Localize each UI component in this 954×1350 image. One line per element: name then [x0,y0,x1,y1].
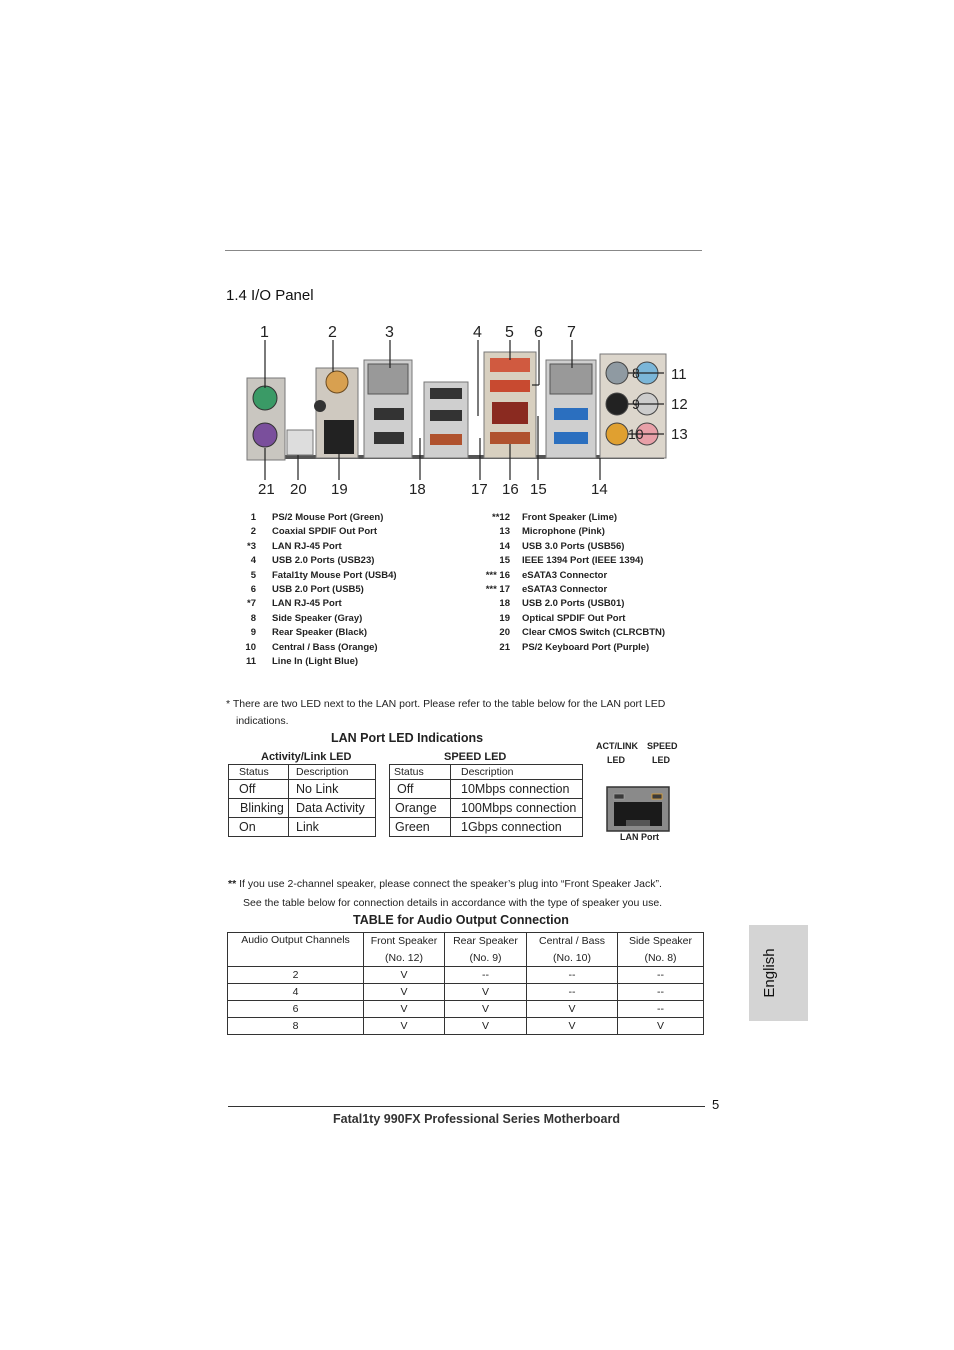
table-cell: V [527,1001,618,1018]
central-bass-jack [606,423,628,445]
lan-port-diagram [606,786,670,832]
language-tab [749,925,808,1021]
table-header: (No. 12) [364,950,445,967]
table-cell: 10Mbps connection [451,780,583,799]
legend-number: *3 [247,540,256,552]
figure-label-20: 20 [290,481,307,498]
page-number: 5 [712,1097,720,1112]
fatal1ty-mouse-port [490,358,530,372]
figure-label-11: 11 [671,366,687,383]
esata-port [490,432,530,444]
figure-label-9: 9 [632,396,640,412]
usb-port [430,410,462,421]
activity-title: Activity/Link LED [261,751,352,763]
table-cell: V [445,984,527,1001]
legend-text: Microphone (Pink) [522,526,605,538]
language-tab-label: English [761,948,778,998]
figure-label-19: 19 [331,481,348,498]
table-cell: V [527,1018,618,1035]
table-cell: -- [527,967,618,984]
lan-port-caption: LAN Port [620,832,659,842]
table-cell: -- [618,1001,704,1018]
rear-speaker-jack [606,393,628,415]
ieee1394-port [492,402,528,424]
legend-text: Front Speaker (Lime) [522,512,618,523]
table-cell: V [445,1001,527,1018]
legend-number: 13 [499,526,510,538]
legend-text: PS/2 Keyboard Port (Purple) [522,641,650,653]
table-header: Description [289,765,376,780]
table-cell: -- [445,967,527,984]
speed-led-table [389,764,583,837]
usb-port [374,408,404,420]
table-cell: 1Gbps connection [451,818,583,837]
legend-number: 1 [250,512,256,523]
legend-number: *7 [247,598,256,610]
table-header: Front Speaker [364,933,445,950]
legend-number: 15 [499,555,510,567]
usb-port [430,388,462,399]
legend-text: USB 3.0 Ports (USB56) [522,540,625,552]
table-cell: 100Mbps connection [451,799,583,818]
audio-note-line2: See the table below for connection details in accordance with the type of speaker you use. [243,897,663,909]
legend-text: Optical SPDIF Out Port [522,612,626,624]
figure-label-4: 4 [473,324,482,341]
legend-text: Side Speaker (Gray) [272,612,363,624]
legend-number: 10 [245,641,256,653]
table-header: (No. 10) [527,950,618,967]
legend-number: 11 [245,656,256,667]
legend-text: LAN RJ-45 Port [272,598,342,610]
lan-speed-label-1: SPEED [647,741,678,751]
table-cell: Data Activity [289,799,376,818]
optical-spdif-port [324,420,354,454]
table-header: Central / Bass [527,933,618,950]
table-cell: V [364,967,445,984]
table-cell: V [364,984,445,1001]
table-cell: On [229,818,289,837]
table-cell: 4 [228,984,364,1001]
figure-label-7: 7 [567,324,576,341]
legend-text: USB 2.0 Ports (USB23) [272,555,375,567]
table-cell: V [445,1018,527,1035]
table-cell: 8 [228,1018,364,1035]
audio-table-title: TABLE for Audio Output Connection [353,913,569,927]
clear-cmos-switch [287,430,313,455]
legend-text: USB 2.0 Ports (USB01) [522,598,625,610]
figure-label-18: 18 [409,481,426,498]
figure-label-14: 14 [591,481,608,498]
io-panel-figure [240,320,700,500]
lan-speed-label-2: LED [652,755,670,765]
act-link-led [614,794,624,799]
legend-number: 2 [250,526,256,538]
legend-left [224,512,474,672]
table-cell: -- [618,984,704,1001]
usb3-port [554,408,588,420]
coaxial-spdif-port [326,371,348,393]
figure-label-1: 1 [260,324,269,341]
lan-port-1 [368,364,408,394]
figure-label-16: 16 [502,481,519,498]
led-title: LAN Port LED Indications [331,731,484,745]
table-row [228,967,704,984]
header-rule [225,250,702,251]
table-cell: Orange [390,799,451,818]
figure-label-10: 10 [628,426,644,442]
figure-label-21: 21 [258,481,275,498]
table-row [228,984,704,1001]
ps2-mouse-port [253,386,277,410]
figure-label-13: 13 [671,426,688,443]
legend-number: 18 [499,598,510,610]
legend-number: 9 [250,627,256,639]
usb-port [490,380,530,392]
legend-number: 19 [499,612,510,624]
footer-rule [228,1106,705,1107]
legend-text: Rear Speaker (Black) [272,627,368,639]
table-cell: Off [229,780,289,799]
table-cell: Green [390,818,451,837]
legend-text: LAN RJ-45 Port [272,540,342,552]
table-cell: -- [527,984,618,1001]
table-header: (No. 8) [618,950,704,967]
audio-output-table [227,932,704,1035]
table-cell: V [364,1018,445,1035]
legend-number: 14 [499,540,510,552]
table-cell: Link [289,818,376,837]
table-header: (No. 9) [445,950,527,967]
legend-number: *** 16 [485,569,510,581]
table-header: Status [229,765,289,780]
legend-text: Fatal1ty Mouse Port (USB4) [272,569,397,581]
lan-act-label-1: ACT/LINK [596,741,638,751]
figure-label-5: 5 [505,324,514,341]
legend-text: Central / Bass (Orange) [272,641,378,653]
speed-title: SPEED LED [444,751,507,763]
led-note-line1: * There are two LED next to the LAN port. Please refer to the table below for the LAN port LED [226,698,666,710]
spdif-jack [314,400,326,412]
usb-port [374,432,404,444]
legend-number: 4 [250,555,256,567]
section-title: 1.4 I/O Panel [226,287,314,304]
table-row [228,1018,704,1035]
lan-port-2 [550,364,592,394]
legend-text: Line In (Light Blue) [272,656,359,667]
legend-number: **12 [492,512,510,523]
figure-label-2: 2 [328,324,337,341]
ps2-keyboard-port [253,423,277,447]
table-cell: 6 [228,1001,364,1018]
table-header: Rear Speaker [445,933,527,950]
table-cell: Off [390,780,451,799]
activity-led-table [228,764,376,837]
audio-note-marker: ** [228,878,237,890]
legend-number: 6 [250,584,256,595]
legend-number: 20 [499,627,510,639]
table-header: Side Speaker [618,933,704,950]
legend-text: Coaxial SPDIF Out Port [272,526,378,538]
legend-text: eSATA3 Connector [522,569,608,581]
legend-number: *** 17 [485,584,510,595]
esata-port [430,434,462,445]
table-header: Description [451,765,583,780]
speed-led [652,794,662,799]
audio-note-line1 [228,878,662,890]
figure-label-12: 12 [671,396,688,413]
table-cell: No Link [289,780,376,799]
legend-number: 8 [250,612,256,624]
usb3-port [554,432,588,444]
table-header: Audio Output Channels [228,933,364,967]
legend-text: USB 2.0 Port (USB5) [272,584,364,595]
legend-number: 5 [250,569,256,581]
table-header: Status [390,765,451,780]
side-speaker-jack [606,362,628,384]
figure-label-6: 6 [534,324,543,341]
lan-act-label-2: LED [607,755,625,765]
legend-right [478,512,708,672]
legend-text: eSATA3 Connector [522,584,608,595]
table-cell: 2 [228,967,364,984]
figure-label-15: 15 [530,481,547,498]
figure-label-8: 8 [632,365,640,381]
audio-note-text: If you use 2-channel speaker, please connect the speaker’s plug into “Front Speaker Jack”. [236,878,662,890]
table-row [228,1001,704,1018]
figure-label-17: 17 [471,481,488,498]
legend-text: IEEE 1394 Port (IEEE 1394) [522,555,644,567]
footer-title: Fatal1ty 990FX Professional Series Motherboard [333,1112,620,1126]
table-cell: Blinking [229,799,289,818]
table-cell: V [618,1018,704,1035]
led-note-line2: indications. [236,715,289,727]
legend-text: PS/2 Mouse Port (Green) [272,512,384,523]
figure-label-3: 3 [385,324,394,341]
table-cell: V [364,1001,445,1018]
table-cell: -- [618,967,704,984]
legend-text: Clear CMOS Switch (CLRCBTN) [522,627,666,639]
legend-number: 21 [499,641,510,653]
